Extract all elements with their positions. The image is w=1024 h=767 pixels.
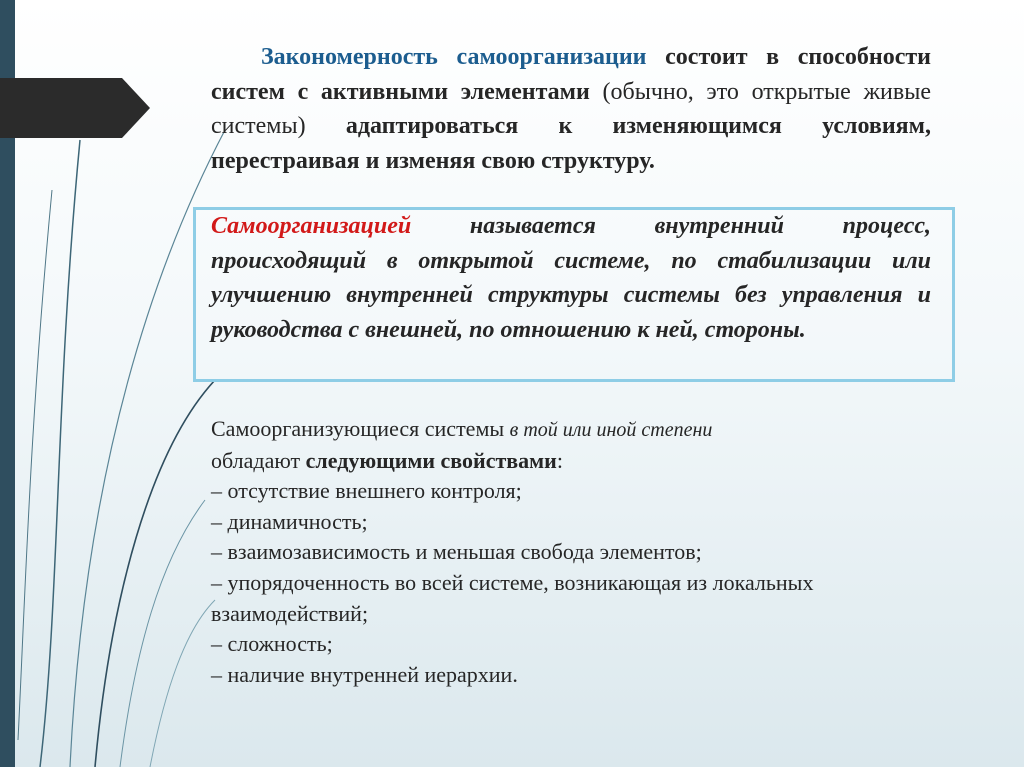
- property-item: – упорядоченность во всей системе, возникающая из локальных взаимодействий;: [211, 569, 814, 626]
- properties-block: [211, 414, 931, 690]
- properties-intro-b: обладают: [211, 447, 306, 473]
- property-item: – динамичность;: [211, 508, 368, 534]
- properties-intro-line-1: [211, 414, 931, 446]
- deco-curve-1: [40, 140, 80, 767]
- deco-curve-5: [18, 190, 52, 740]
- properties-intro-colon: :: [556, 447, 563, 473]
- properties-intro-a: Самоорганизующиеся системы: [211, 416, 510, 441]
- deco-curve-6: [150, 600, 215, 767]
- properties-intro-bold: следующими свойствами: [305, 447, 557, 473]
- definition-term: Самоорганизацией: [211, 213, 412, 239]
- property-item: – наличие внутренней иерархии.: [211, 661, 518, 687]
- properties-intro-line-2: [211, 446, 931, 477]
- property-item: – сложность;: [211, 631, 333, 657]
- principle-paragraph: [211, 40, 931, 178]
- principle-term: Закономерность самоорганизации: [261, 44, 647, 70]
- property-item: – взаимозависимость и меньшая свобода элементов;: [211, 539, 702, 565]
- chevron-arrow-shape: [0, 78, 150, 138]
- principle-text-bold-b: адаптироваться к изменяющимся условиям, перестраивая и изменяя свою структуру.: [211, 113, 931, 174]
- definition-paragraph: [211, 209, 931, 347]
- principle-text-normal: (обычно, это открытые живые системы): [211, 78, 931, 139]
- principle-text-bold-a: состоит в способности систем с активными элементами: [211, 44, 931, 105]
- property-item: – отсутствие внешнего контроля;: [211, 478, 522, 504]
- definition-text: называется внутренний процесс, происходящий в открытой системе, по стабилизации или улучшению внутренней структуры системы без управления и руководства с внешней, по отношению к ней, стороны.: [211, 213, 931, 343]
- deco-curve-4: [120, 500, 205, 767]
- properties-intro-italic: в той или иной степени: [509, 419, 713, 441]
